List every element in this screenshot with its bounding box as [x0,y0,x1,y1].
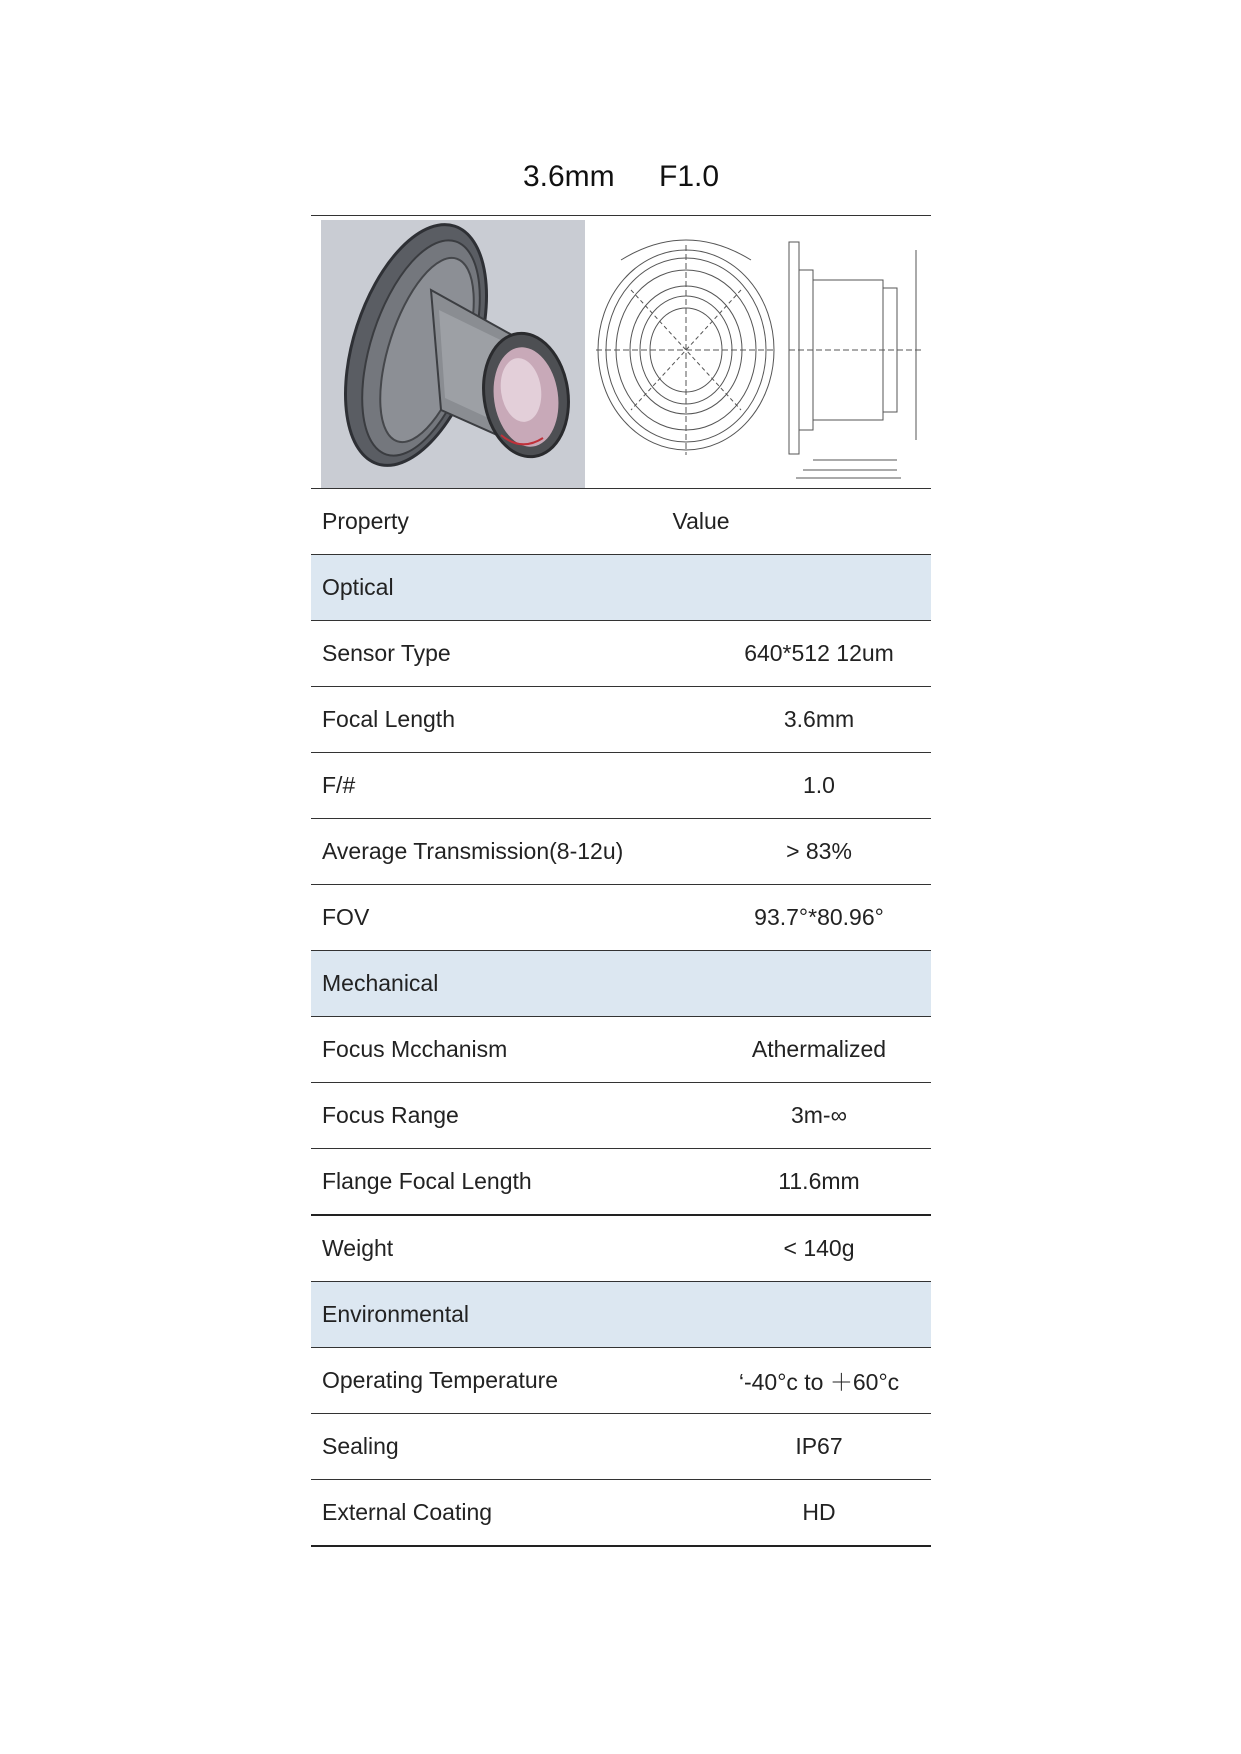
property-value: 640*512 12um [744,640,894,666]
table-row [311,1148,931,1214]
property-value: < 140g [783,1235,855,1261]
property-label: F/# [322,772,356,798]
table-row [311,752,931,818]
technical-drawing-svg [591,220,931,488]
property-value: 3.6mm [783,706,855,732]
property-label: Sealing [322,1433,399,1459]
property-value: 11.6mm [778,1168,860,1194]
section-row [311,554,931,620]
property-value: 1.0 [803,772,835,798]
top-rule [311,215,931,216]
table-row [311,1479,931,1545]
property-label: Flange Focal Length [322,1168,532,1194]
section-label: Mechanical [322,970,439,996]
table-row [311,686,931,752]
table-row [311,1082,931,1148]
property-label: FOV [322,904,370,930]
property-label: Operating Temperature [322,1367,559,1393]
property-value: > 83% [786,838,852,864]
property-label: Focal Length [322,706,455,732]
property-value: 3m-∞ [790,1102,847,1128]
table-row [311,1347,931,1413]
section-label: Optical [322,574,394,600]
table-header-row [311,488,931,554]
section-label: Environmental [322,1301,470,1327]
property-label: Average Transmission(8-12u) [322,838,624,864]
table-row [311,884,931,950]
table-row [311,818,931,884]
table-bottom-rule [311,1545,931,1547]
lens-figure [311,218,931,488]
property-value: HD [802,1499,836,1525]
table-row [311,620,931,686]
property-label: Weight [322,1235,394,1261]
table-row [311,1214,931,1281]
property-value: IP67 [795,1433,843,1459]
header-value: Value [672,508,730,534]
header-property: Property [322,508,409,534]
table-row [311,1016,931,1082]
spec-table [311,488,931,1547]
property-value: ‘-40°c to ＋60°c [738,1369,900,1395]
title-focal-length: 3.6mm [522,160,615,193]
property-value: Athermalized [751,1036,887,1062]
property-value: 93.7°*80.96° [754,904,884,930]
lens-photo-illustration [321,220,585,488]
page-title [311,160,931,200]
table-row [311,1413,931,1479]
property-label: Focus Mcchanism [322,1036,508,1062]
title-aperture: F1.0 [659,160,720,193]
section-row [311,950,931,1016]
lens-technical-drawing [591,220,931,488]
lens-photo [321,220,585,488]
property-label: Focus Range [322,1102,459,1128]
section-row [311,1281,931,1347]
property-label: Sensor Type [322,640,451,666]
property-label: External Coating [322,1499,493,1525]
